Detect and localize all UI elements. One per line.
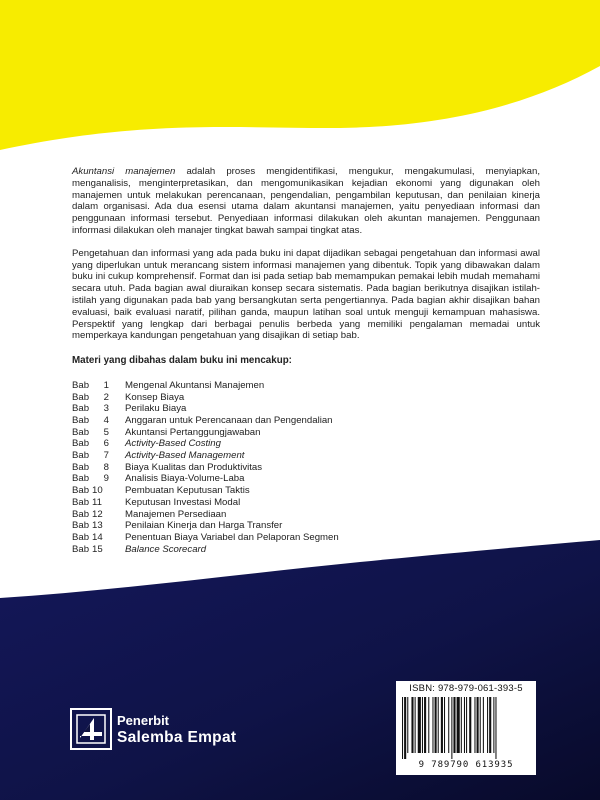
barcode-bars (402, 697, 530, 759)
chapter-title: Penilaian Kinerja dan Harga Transfer (125, 520, 283, 532)
chapter-prefix: Bab (72, 438, 90, 450)
chapter-title: Pembuatan Keputusan Taktis (125, 485, 250, 497)
barcode-bar (487, 697, 488, 753)
chapter-title: Konsep Biaya (125, 391, 185, 403)
chapter-item (72, 485, 540, 497)
barcode-bar (493, 697, 494, 753)
chapter-number: 2 (103, 391, 109, 403)
barcode-bar (424, 697, 426, 753)
description-paragraph-2: Pengetahuan dan informasi yang ada pada buku ini dapat dijadikan sebagai pengetahuan dan informasi awal yang diperlukan untuk merancang sistem informasi manajemen yang dibentuk. Topik yang dibawakan dalam buku ini cukup komprehensif. Format dan isi pada setiap bab memampukan pemakai lebih mudah memahami secara utuh. Pada bagian awal diuraikan konsep secara sistematis. Pada bagian berikutnya disajikan istilah-istilah yang digunakan pada bab yang bersangkutan serta pengertiannya. Pada bagian akhir disajikan bahan evaluasi, baik evaluasi naratif, pilihan ganda, maupun latihan soal untuk menguji kemampuan mahasiswa. Perspektif yang lengkap dari berbagai penulis berbeda yang memiliki pengalaman memadai untuk memperkaya kandungan pengetahuan yang disajikan di setiap bab. (72, 247, 540, 342)
barcode-digits: 9 789790 613935 (418, 760, 514, 770)
chapter-title: Activity-Based Management (125, 450, 245, 462)
barcode-bar (428, 697, 429, 753)
chapter-number: 8 (103, 461, 109, 473)
chapter-number: 4 (103, 415, 109, 427)
barcode-bar (464, 697, 465, 753)
chapter-prefix: Bab (72, 391, 90, 403)
chapter-prefix: Bab (72, 415, 90, 427)
isbn-label: ISBN: 978-979-061-393-5 (409, 683, 523, 694)
barcode-bar (418, 697, 421, 753)
chapter-item (72, 380, 540, 392)
chapter-title: Activity-Based Costing (125, 438, 221, 450)
back-cover-text (72, 166, 540, 555)
barcode-bar (407, 697, 408, 753)
chapter-item (72, 509, 540, 521)
chapter-title: Manajemen Persediaan (125, 508, 227, 520)
chapter-prefix: Bab (72, 543, 90, 555)
chapter-number: 9 (103, 473, 109, 485)
chapter-item (72, 532, 540, 544)
chapter-prefix: Bab (72, 496, 90, 508)
barcode-bar (466, 697, 467, 753)
barcode-bar (457, 697, 460, 753)
chapter-title: Biaya Kualitas dan Produktivitas (125, 461, 263, 473)
chapter-title: Anggaran untuk Perencanaan dan Pengendalian (125, 415, 333, 427)
barcode-bar (411, 697, 413, 753)
barcode-bar (489, 697, 491, 753)
chapter-title: Akuntansi Pertanggungjawaban (125, 426, 261, 438)
chapter-prefix: Bab (72, 461, 90, 473)
chapter-title: Mengenal Akuntansi Manajemen (125, 379, 265, 391)
publisher-logo-block (70, 708, 236, 750)
intro-term: Akuntansi manajemen (72, 166, 176, 177)
barcode-bar (448, 697, 449, 753)
chapter-item (72, 403, 540, 415)
chapter-prefix: Bab (72, 485, 90, 497)
chapter-number: 14 (92, 531, 103, 543)
chapter-prefix: Bab (72, 520, 90, 532)
chapter-item (72, 544, 540, 556)
chapter-item (72, 438, 540, 450)
chapter-title: Keputusan Investasi Modal (125, 496, 241, 508)
barcode-bar (483, 697, 484, 753)
chapter-item (72, 392, 540, 404)
chapter-item (72, 473, 540, 485)
chapter-item (72, 450, 540, 462)
materials-heading: Materi yang dibahas dalam buku ini mencakup: (72, 355, 292, 367)
barcode-bar (415, 697, 416, 753)
barcode-bar (402, 697, 403, 759)
chapter-number: 7 (103, 450, 109, 462)
chapter-item (72, 415, 540, 427)
chapter-prefix: Bab (72, 403, 90, 415)
chapter-number: 3 (103, 403, 109, 415)
chapter-list (72, 380, 540, 555)
barcode-bar (432, 697, 433, 753)
barcode-bar (461, 697, 462, 753)
barcode-bar (435, 697, 437, 753)
chapter-title: Penentuan Biaya Variabel dan Pelaporan Segmen (125, 531, 339, 543)
chapter-number: 6 (103, 438, 109, 450)
barcode-bar (477, 697, 479, 753)
chapter-number: 12 (92, 508, 103, 520)
chapter-title: Analisis Biaya-Volume-Laba (125, 473, 245, 485)
chapter-item (72, 497, 540, 509)
chapter-title: Balance Scorecard (125, 543, 207, 555)
publisher-brand: Salemba Empat (117, 729, 237, 746)
barcode-bar (444, 697, 445, 753)
publisher-name (117, 712, 236, 746)
yellow-wave (0, 0, 600, 150)
intro-text: adalah proses mengidentifikasi, mengukur, mengakumulasi, menyiapkan, menganalisis, menginterpretasikan, dan mengomunikasikan kejadian ekonomi yang digunakan oleh manajemen untuk melakukan perencanaan, pengendalian, pengambilan keputusan, dan penilaian kinerja dalam organisasi. Ada dua esensi utama dalam akuntansi manajemen, yaitu penyediaan informasi dan penggunaan informasi tersebut. Penyediaan informasi dilakukan oleh akuntan manajemen. Penggunaan informasi dilakukan oleh manajer tingkat bawah sampai tingkat atas. (72, 166, 540, 236)
barcode-bar (480, 697, 481, 753)
barcode-bar (474, 697, 475, 753)
barcode-bar (451, 697, 452, 759)
isbn-barcode (396, 681, 536, 775)
chapter-prefix: Bab (72, 450, 90, 462)
barcode-bar (495, 697, 496, 759)
barcode-bar (441, 697, 443, 753)
chapter-number: 11 (92, 496, 102, 508)
chapter-number: 10 (92, 485, 103, 497)
salemba-empat-logo-icon (70, 708, 112, 750)
barcode-bar (422, 697, 423, 753)
chapter-title: Perilaku Biaya (125, 403, 187, 415)
chapter-number: 1 (103, 379, 109, 391)
chapter-prefix: Bab (72, 379, 90, 391)
chapter-prefix: Bab (72, 473, 90, 485)
barcode-bar (404, 697, 406, 759)
chapter-item (72, 427, 540, 439)
barcode-bar (438, 697, 439, 753)
chapter-prefix: Bab (72, 508, 90, 520)
chapter-prefix: Bab (72, 426, 90, 438)
chapter-item (72, 462, 540, 474)
publisher-label: Penerbit (117, 713, 170, 728)
barcode-bar (453, 697, 455, 753)
barcode-bar (469, 697, 471, 753)
description-paragraph-1 (72, 166, 540, 237)
chapter-item (72, 520, 540, 532)
chapter-prefix: Bab (72, 531, 90, 543)
chapter-number: 5 (103, 426, 109, 438)
chapter-number: 13 (92, 520, 103, 532)
chapter-number: 15 (92, 543, 103, 555)
